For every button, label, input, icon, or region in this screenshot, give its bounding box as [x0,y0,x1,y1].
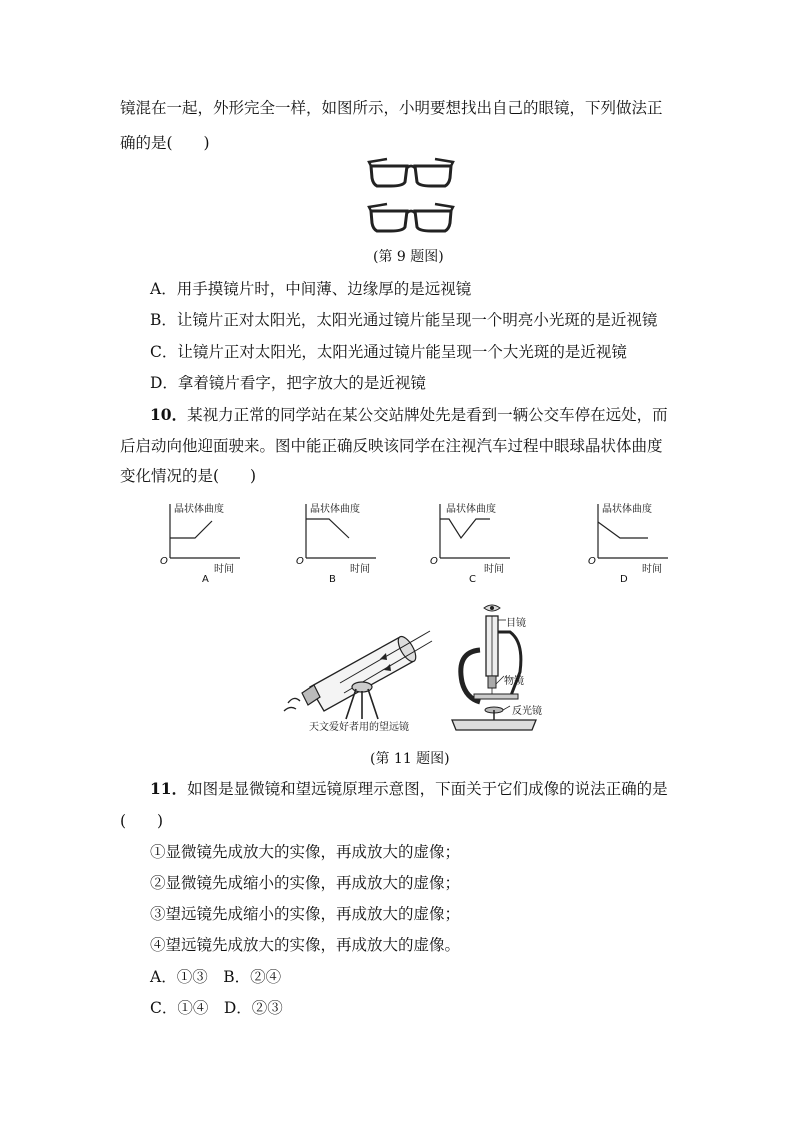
q9-stem-line2: 确的是( ) [120,134,210,152]
microscope-illustration [440,602,560,732]
q11-statement-2: ②显微镜先成缩小的实像，再成放大的虚像； [150,874,461,892]
q11-options-line1: A．①③ B．②④ [150,968,282,986]
q10-stem-line1 [150,405,668,425]
q10-number: 10． [150,405,188,424]
graph-d-y-label: 晶状体曲度 [602,504,652,515]
graph-c-origin: O [430,556,438,567]
glasses-icon [367,158,457,190]
q11-statement-4: ④望远镜先成放大的实像，再成放大的虚像。 [150,936,461,954]
q11-number: 11． [150,779,188,798]
telescope-illustration [280,615,440,725]
q10-stem-text1: 某视力正常的同学站在某公交站牌处先是看到一辆公交车停在远处，而 [187,406,668,424]
graph-b-x-label: 时间 [350,564,370,575]
graph-a-origin: O [160,556,168,567]
q9-option-d: D．拿着镜片看字，把字放大的是近视镜 [150,374,426,392]
q9-option-c: C．让镜片正对太阳光，太阳光通过镜片能呈现一个大光斑的是近视镜 [150,343,627,361]
graph-d-origin: O [588,556,596,567]
glasses-icon [367,203,457,235]
q10-stem-line3: 变化情况的是( ) [120,467,257,485]
q11-stem-line1 [150,779,668,799]
q11-statement-1: ①显微镜先成放大的实像，再成放大的虚像； [150,843,461,861]
mirror-label: 反光镜 [512,706,542,717]
q9-option-b: B．让镜片正对太阳光，太阳光通过镜片能呈现一个明亮小光斑的是近视镜 [150,311,658,329]
q11-options-line2: C．①④ D．②③ [150,999,283,1017]
telescope-label: 天文爱好者用的望远镜 [309,722,409,733]
q9-figure-caption: (第 9 题图) [373,249,444,265]
graph-a-letter: A [202,574,209,585]
graph-c-y-label: 晶状体曲度 [446,504,496,515]
q11-stem-line2: ( ) [120,812,164,830]
graph-a-y-label: 晶状体曲度 [174,504,224,515]
q9-option-a: A．用手摸镜片时，中间薄、边缘厚的是远视镜 [150,280,472,298]
q10-stem-line2: 后启动向他迎面驶来。图中能正确反映该同学在注视汽车过程中眼球晶状体曲度 [120,437,663,455]
graph-b-y-label: 晶状体曲度 [310,504,360,515]
graph-b-origin: O [296,556,304,567]
eyepiece-label: 目镜 [506,618,526,629]
graph-d-letter: D [620,574,628,585]
graph-c-x-label: 时间 [484,564,504,575]
q11-figure-caption: (第 11 题图) [370,751,450,767]
q9-stem-line1: 镜混在一起，外形完全一样，如图所示，小明要想找出自己的眼镜，下列做法正 [120,99,663,117]
q11-statement-3: ③望远镜先成缩小的实像，再成放大的虚像； [150,905,461,923]
objective-label: 物镜 [504,676,524,687]
graph-a-x-label: 时间 [214,564,234,575]
graph-b-letter: B [329,574,336,585]
q11-stem-text1: 如图是显微镜和望远镜原理示意图，下面关于它们成像的说法正确的是 [187,780,668,798]
graph-c-letter: C [469,574,476,585]
graph-d-x-label: 时间 [642,564,662,575]
